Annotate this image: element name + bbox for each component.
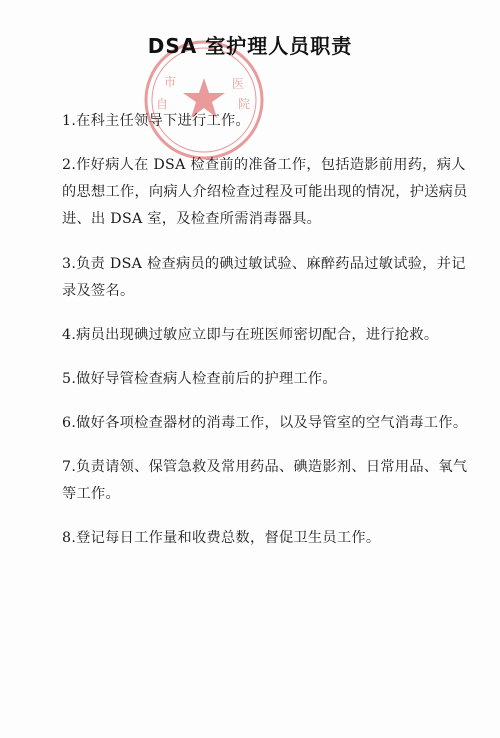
svg-text:市: 市	[164, 75, 177, 89]
svg-text:医: 医	[232, 77, 245, 91]
duty-item-3: 3.负责 DSA 检查病员的碘过敏试验、麻醉药品过敏试验，并记录及签名。	[62, 256, 466, 299]
duty-item-4: 4.病员出现碘过敏应立即与在班医师密切配合，进行抢救。	[62, 327, 439, 343]
duty-item-2: 2.作好病人在 DSA 检查前的准备工作，包括造影前用药，病人的思想工作，向病人介绍检查过程及可能出现的情况，护送病员进、出 DSA 室，及检查所需消毒器具。	[62, 157, 468, 227]
duty-item-1: 1.在科主任领导下进行工作。	[62, 113, 250, 129]
page-title: DSA 室护理人员职责	[147, 34, 353, 58]
duty-item-7: 7.负责请领、保管急救及常用药品、碘造影剂、日常用品、氧气等工作。	[62, 459, 468, 502]
duty-list	[40, 108, 475, 569]
duty-item-5: 5.做好导管检查病人检查前后的护理工作。	[62, 371, 337, 387]
duty-item-6: 6.做好各项检查器材的消毒工作，以及导管室的空气消毒工作。	[62, 415, 468, 431]
svg-text:院: 院	[238, 97, 251, 111]
svg-text:自: 自	[156, 97, 169, 111]
duty-item-8: 8.登记每日工作量和收费总数，督促卫生员工作。	[62, 530, 381, 546]
